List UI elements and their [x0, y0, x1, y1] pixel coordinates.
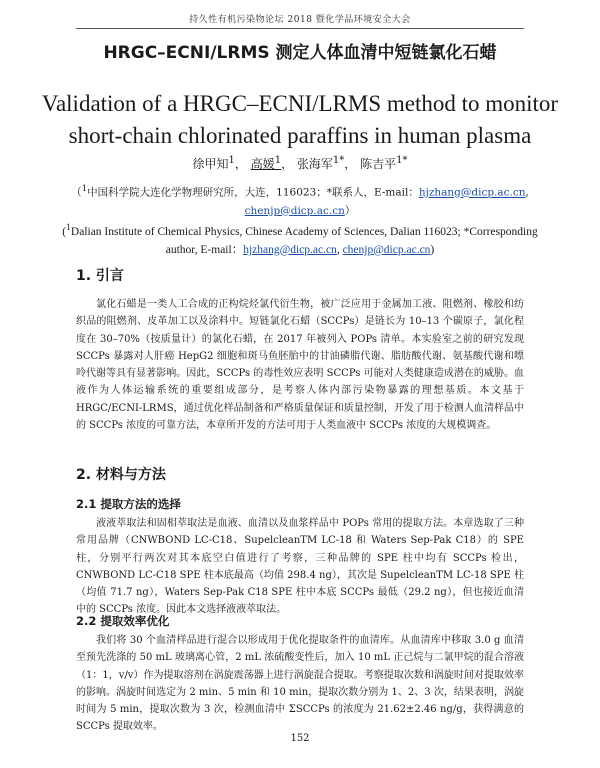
affiliation-english: ($^1$Dalian Institute of Chemical Physics, Chinese Academy of Sciences, Dalian 116023; *Corresponding author, E-mail：hjzhang@dicp.ac.cn, chenjp@dicp.ac.cn)	[62, 222, 538, 256]
affiliation-chinese: （$^1$中国科学院大连化学物理研究所，大连，116023；*联系人，E-mail：hjzhang@dicp.ac.cn, chenjp@dicp.ac.cn）	[71, 184, 529, 217]
page-number: 152	[290, 733, 310, 744]
title-english	[0, 88, 600, 152]
email-link[interactable]: hjzhang@dicp.ac.cn	[243, 243, 337, 256]
section-heading-introduction: 1. 引言	[76, 268, 124, 284]
title-english-line-2: short-chain chlorinated paraffins in human plasma	[68, 123, 532, 148]
email-link[interactable]: hjzhang@dicp.ac.cn	[418, 186, 526, 199]
section-heading-methods: 2. 材料与方法	[76, 467, 166, 483]
title-english-line-1: Validation of a HRGC–ECNI/LRMS method to monitor	[41, 91, 559, 116]
paragraph-extraction: 液液萃取法和固相萃取法是血液、血清以及血浆样品中 POPs 常用的提取方法。本章选取了三种常用品牌（CNWBOND LC-C18、SupelcleanTM LC-18 和 Waters Sep-Pak C18）的 SPE 柱，分别平行两次对其本底空白值进行了考察，三种品牌的 SPE 柱中均有 SCCPs 检出，CNWBOND LC-C18 SPE 柱本底最高（均值 298.4 ng），其次是 SupelcleanTM LC-18 SPE 柱（均值 71.7 ng），Waters Sep-Pak C18 SPE 柱中本底 SCCPs 最低（29.2 ng），但也接近血清中的 SCCPs 浓度。因此本文选择液液萃取法。	[76, 518, 524, 616]
paragraph-introduction: 氯化石蜡是一类人工合成的正构烷烃氯代衍生物，被广泛应用于金属加工液、阻燃剂、橡胶和纺织品的阻燃剂、皮革加工以及涂料中。短链氯化石蜡（SCCPs）是链长为 10–13 个碳原子，氯化程度在 30–70%（按质量计）的氯化石蜡，在 2017 年被列入 POPs 清单。本实验室之前的研究发现 SCCPs 暴露对人肝癌 HepG2 细胞和斑马鱼胚胎中的甘油磷脂代谢、脂肪酸代谢、氨基酸代谢和嘌呤代谢等具有显著影响。因此，SCCPs 的毒性效应表明 SCCPs 可能对人类健康造成潜在的威胁。血液作为人体运输系统的重要组成部分，是考察人体内部污染物暴露的理想基质。本文基于 HRGC/ECNI-LRMS，通过优化样品制备和严格质量保证和质量控制，开发了用于检测人血清样品中的 SCCPs 浓度的可靠方法，本章所开发的方法可用于人类血液中 SCCPs 浓度的大规模调查。	[76, 299, 524, 432]
title-chinese: HRGC–ECNI/LRMS 测定人体血清中短链氯化石蜡	[103, 43, 497, 63]
author-list: 徐甲知$^1$， 高媛$^1$， 张海军$^{1*}$， 陈吉平$^{1*}$	[192, 155, 408, 171]
header-rule	[76, 28, 524, 29]
email-link[interactable]: chenjp@dicp.ac.cn	[244, 204, 345, 217]
author: 高媛$^1$	[250, 155, 282, 171]
author: 陈吉平$^{1*}$	[360, 155, 408, 171]
author: 徐甲知$^1$	[192, 155, 235, 171]
author: 张海军$^{1*}$	[296, 155, 345, 171]
email-link[interactable]: chenjp@dicp.ac.cn	[342, 243, 431, 256]
subsection-heading-efficiency: 2.2 提取效率优化	[76, 614, 170, 628]
subsection-heading-extraction: 2.1 提取方法的选择	[76, 497, 181, 511]
running-head: 持久性有机污染物论坛 2018 暨化学品环境安全大会	[189, 15, 411, 25]
paragraph-efficiency: 我们将 30 个血清样品进行混合以形成用于优化提取条件的血清库。从血清库中移取 3.0 g 血清至预先洗涤的 50 mL 玻璃离心管，2 mL 浓硫酸变性后，加入 10 mL 正己烷与二氯甲烷的混合溶液（1：1，v/v）作为提取溶剂在涡旋震荡器上进行涡旋混合提取。考察提取次数和涡旋时间对提取效率的影响。涡旋时间选定为 2 min、5 min 和 10 min，提取次数分别为 1、2、3 次，结果表明，涡旋时间为 5 min，提取次数为 3 次，检测血清中 ΣSCCPs 的浓度为 21.62±2.46 ng/g，获得满意的 SCCPs 提取效率。	[76, 635, 524, 733]
